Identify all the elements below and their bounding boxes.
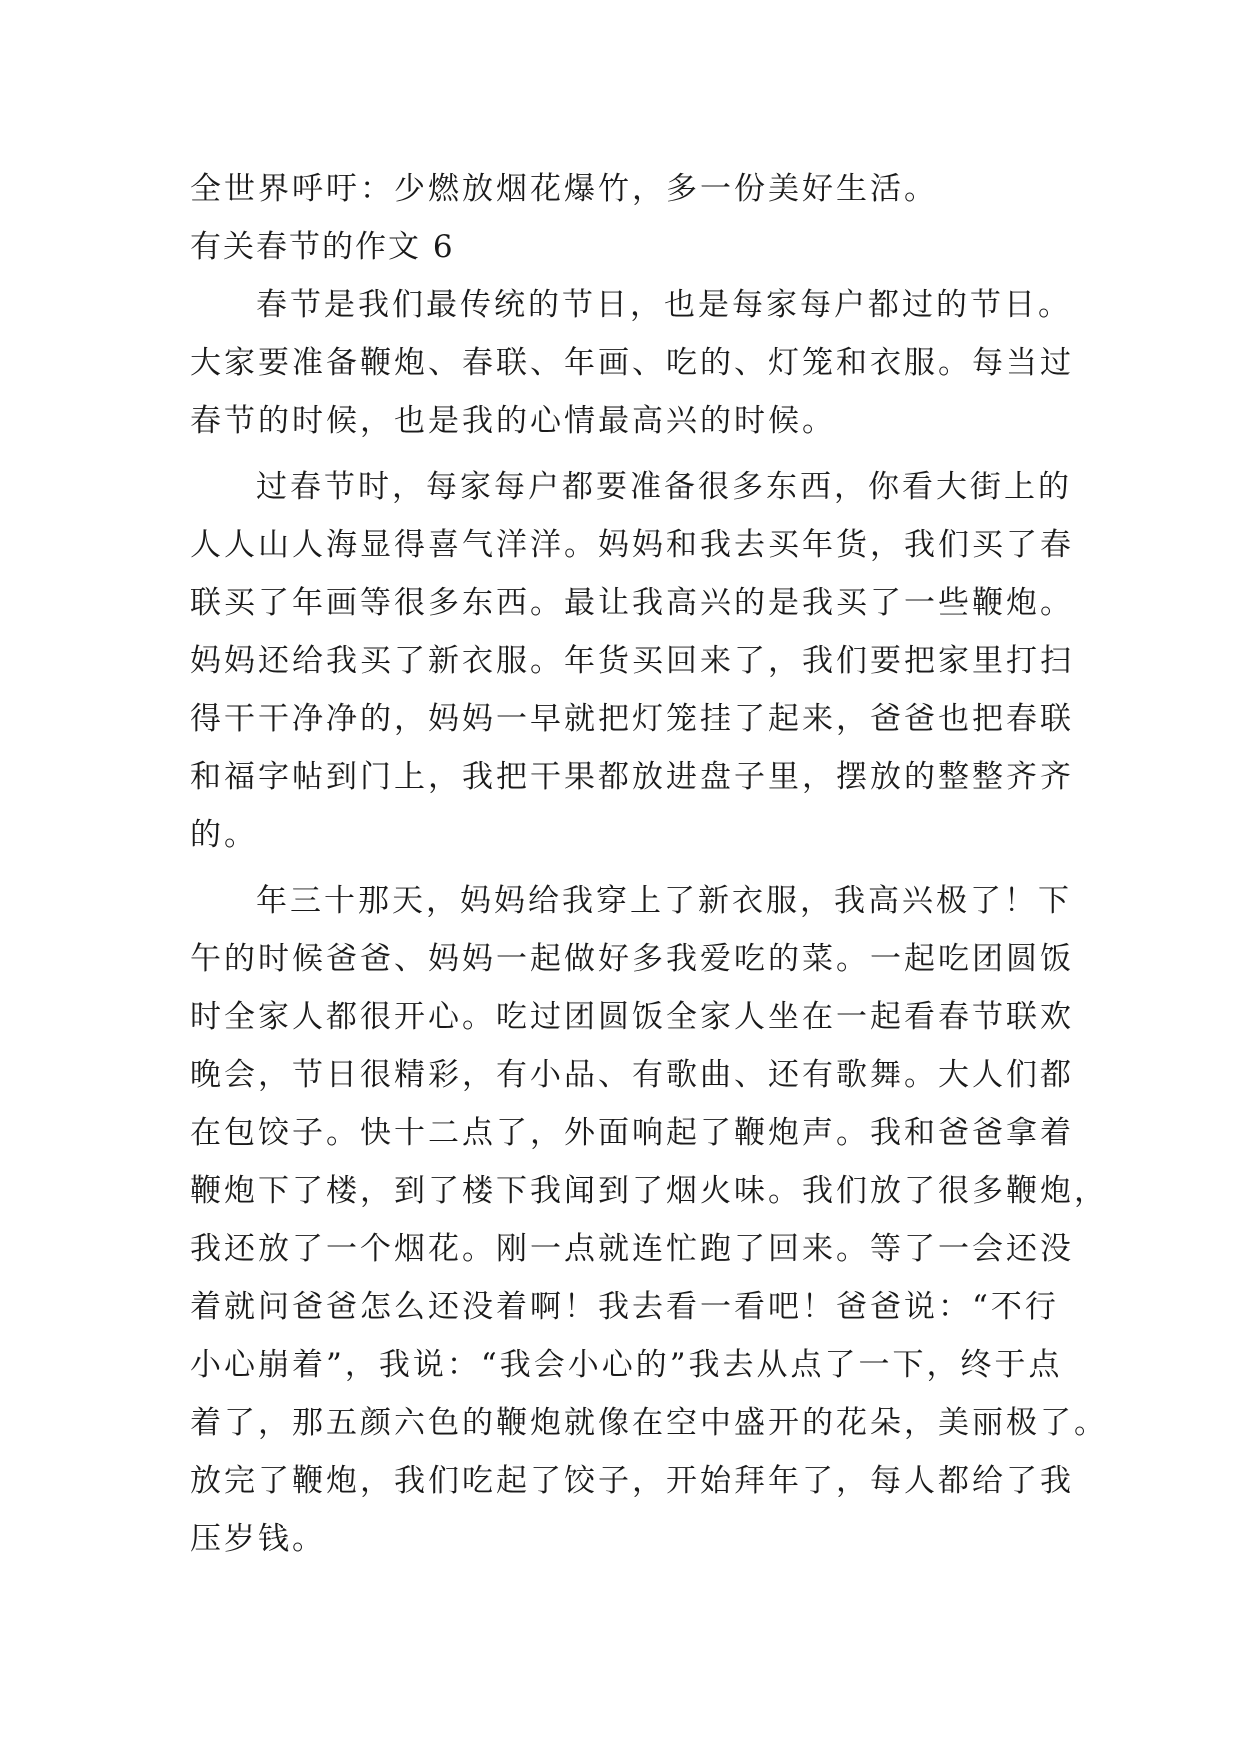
text-line: 在包饺子。快十二点了，外面响起了鞭炮声。我和爸爸拿着 [190, 1115, 1074, 1151]
text-line: 大家要准备鞭炮、春联、年画、吃的、灯笼和衣服。每当过 [190, 345, 1074, 381]
text-line: 鞭炮下了楼，到了楼下我闻到了烟火味。我们放了很多鞭炮， [190, 1173, 1108, 1209]
text-line: 联买了年画等很多东西。最让我高兴的是我买了一些鞭炮。 [190, 585, 1074, 621]
text-line: 晚会，节日很精彩，有小品、有歌曲、还有歌舞。大人们都 [190, 1057, 1074, 1093]
text-line: 压岁钱。 [190, 1521, 326, 1557]
text-line: 过春节时，每家每户都要准备很多东西，你看大街上的 [256, 469, 1072, 505]
section-heading: 有关春节的作文 6 [190, 229, 455, 265]
text-line: 春节是我们最传统的节日，也是每家每户都过的节日。 [256, 287, 1072, 323]
paragraph [190, 458, 1074, 864]
text-line: 和福字帖到门上，我把干果都放进盘子里，摆放的整整齐齐 [190, 759, 1074, 795]
text-line: 着了，那五颜六色的鞭炮就像在空中盛开的花朵，美丽极了。 [190, 1405, 1108, 1441]
text-line: 时全家人都很开心。吃过团圆饭全家人坐在一起看春节联欢 [190, 999, 1074, 1035]
text-line: 人人山人海显得喜气洋洋。妈妈和我去买年货，我们买了春 [190, 527, 1074, 563]
text-line: 妈妈还给我买了新衣服。年货买回来了，我们要把家里打扫 [190, 643, 1074, 679]
paragraph [190, 276, 1074, 450]
paragraph [190, 872, 1108, 1568]
text-line: 午的时候爸爸、妈妈一起做好多我爱吃的菜。一起吃团圆饭 [190, 941, 1074, 977]
text-line: 年三十那天，妈妈给我穿上了新衣服，我高兴极了！下 [256, 883, 1072, 919]
document-page [190, 160, 1108, 1568]
text-line: 放完了鞭炮，我们吃起了饺子，开始拜年了，每人都给了我 [190, 1463, 1074, 1499]
text-line: 着就问爸爸怎么还没着啊！我去看一看吧！爸爸说：“不行 [190, 1289, 1059, 1325]
text-line: 小心崩着”，我说：“我会小心的”我去从点了一下，终于点 [190, 1347, 1063, 1383]
text-line: 的。 [190, 817, 258, 853]
text-line: 我还放了一个烟花。刚一点就连忙跑了回来。等了一会还没 [190, 1231, 1074, 1267]
lead-line: 全世界呼吁：少燃放烟花爆竹，多一份美好生活。 [190, 171, 938, 207]
text-line: 春节的时候，也是我的心情最高兴的时候。 [190, 403, 836, 439]
text-line: 得干干净净的，妈妈一早就把灯笼挂了起来，爸爸也把春联 [190, 701, 1074, 737]
